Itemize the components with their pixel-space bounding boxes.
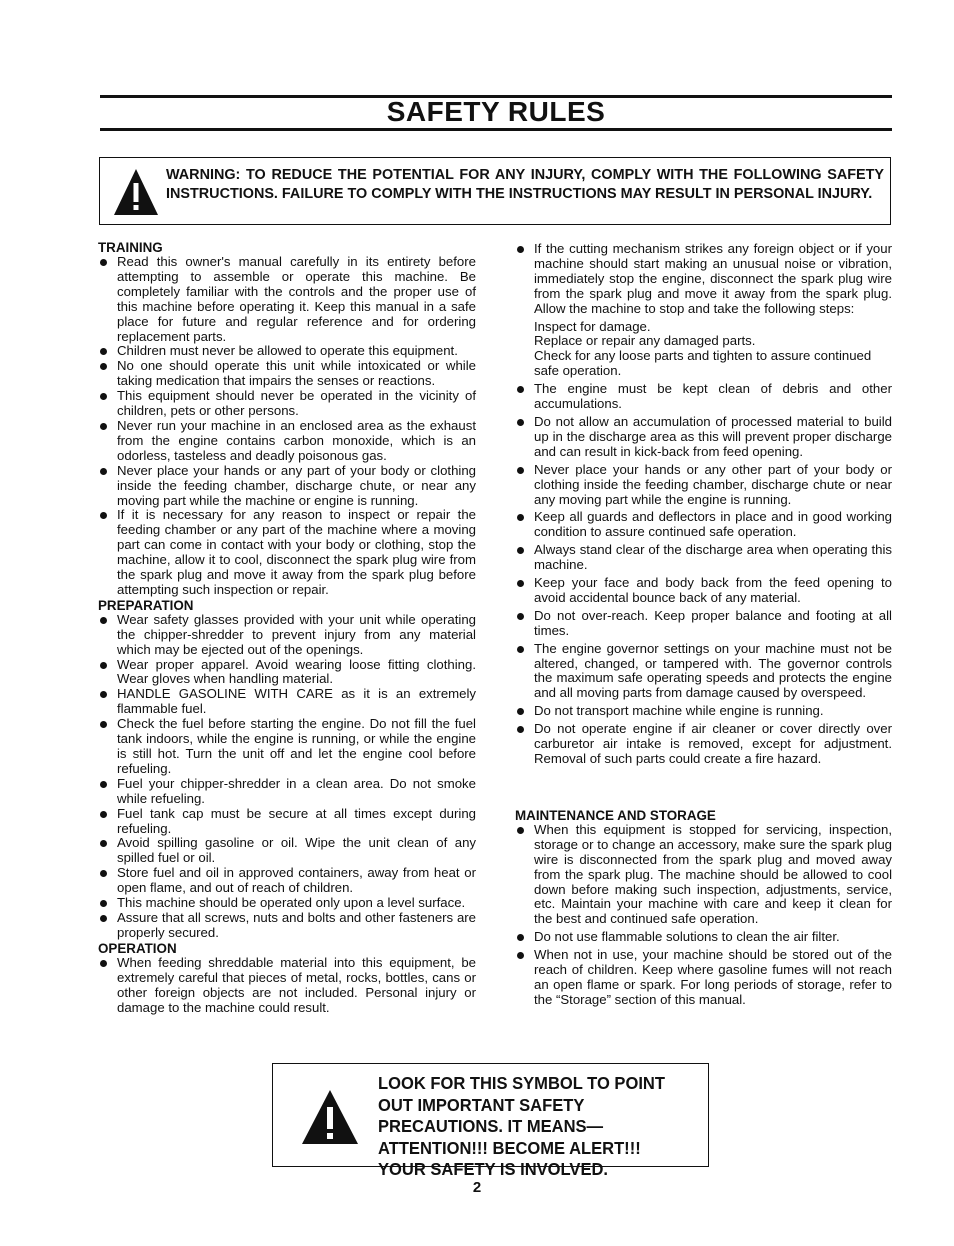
- list-item: Always stand clear of the discharge area when operating this machine.: [515, 543, 892, 573]
- list-item: Do not transport machine while engine is running.: [515, 704, 892, 719]
- list-item: The engine must be kept clean of debris and other accumulations.: [515, 382, 892, 412]
- maintenance-heading: MAINTENANCE AND STORAGE: [515, 807, 716, 823]
- warning-triangle-icon: [300, 1088, 360, 1146]
- list-item: The engine governor settings on your machine must not be altered, changed, or tampered with. The governor controls the maximum safe operating speeds and protects the engine and all moving parts from damage caused by overspeed.: [515, 642, 892, 702]
- training-heading: TRAINING: [98, 240, 163, 255]
- preparation-list: [98, 613, 476, 941]
- list-item: When this equipment is stopped for servicing, inspection, storage or to change an accessory, make sure the spark plug wire is disconnected from the spark plug and moved away from the spark plug. The machine should be allowed to cool down before making such inspection, adjustments, service, etc. Maintain your machine with care and keep it clean for the best and continued safe operation.: [515, 823, 892, 927]
- list-item: Check the fuel before starting the engine. Do not fill the fuel tank indoors, while the engine is running, or while the engine is still hot. Turn the unit off and let the engine cool before refueling.: [98, 717, 476, 777]
- inspection-step: Inspect for damage.: [534, 318, 651, 334]
- list-item: This machine should be operated only upon a level surface.: [98, 896, 476, 911]
- notice-text: LOOK FOR THIS SYMBOL TO POINT OUT IMPORTANT SAFETY PRECAUTIONS. IT MEANS—ATTENTION!!! BECOME ALERT!!! YOUR SAFETY IS INVOLVED.: [378, 1073, 665, 1180]
- list-item: Wear safety glasses provided with your unit while operating the chipper-shredder to prevent injury from any material which may be ejected out of the openings.: [98, 613, 476, 658]
- list-item: Read this owner's manual carefully in its entirety before attempting to assemble or operate this machine. Be completely familiar with the controls and the proper use of this machine before operating it. Keep this manual in a safe place for future and regular reference and for ordering replacement parts.: [98, 255, 476, 344]
- list-item: Fuel your chipper-shredder in a clean area. Do not smoke while refueling.: [98, 777, 476, 807]
- list-item: Store fuel and oil in approved containers, away from heat or open flame, and out of reach of children.: [98, 866, 476, 896]
- training-list: [98, 255, 476, 598]
- list-item: Keep all guards and deflectors in place and in good working condition to assure continued safe operation.: [515, 510, 892, 540]
- list-item: Wear proper apparel. Avoid wearing loose fitting clothing. Wear gloves when handling material.: [98, 658, 476, 688]
- left-column: [98, 240, 476, 1015]
- list-item: Never place your hands or any other part of your body or clothing inside the feeding chamber, discharge chute or near any moving part while the engine is running.: [515, 463, 892, 508]
- inspection-step: Replace or repair any damaged parts.: [534, 333, 756, 349]
- warning-triangle-icon: [112, 167, 160, 217]
- list-item: Fuel tank cap must be secure at all times except during refueling.: [98, 807, 476, 837]
- list-item: Do not over-reach. Keep proper balance and footing at all times.: [515, 609, 892, 639]
- inspection-step: Check for any loose parts and tighten to assure continued safe operation.: [534, 348, 872, 379]
- right-column: [515, 242, 892, 1008]
- list-item: Never place your hands or any part of your body or clothing inside the feeding chamber, discharge chute, or near any moving part while the machine or engine is running.: [98, 464, 476, 509]
- list-item: If it is necessary for any reason to inspect or repair the feeding chamber or any part of the machine where a moving part can come in contact with your body or clothing, stop the machine, allow it to cool, disconnect the spark plug wire from the spark plug and move it away from the spark plug before attempting such inspection or repair.: [98, 508, 476, 597]
- preparation-heading: PREPARATION: [98, 597, 194, 613]
- list-item: This equipment should never be operated in the vicinity of children, pets or other persons.: [98, 389, 476, 419]
- list-item: Keep your face and body back from the feed opening to avoid accidental bounce back of any material.: [515, 576, 892, 606]
- list-item: Do not allow an accumulation of processed material to build up in the discharge area as this will prevent proper discharge and can result in kick-back from feed opening.: [515, 415, 892, 460]
- operation-continued-list: [515, 242, 892, 317]
- operation-heading: OPERATION: [98, 940, 177, 956]
- list-item: HANDLE GASOLINE WITH CARE as it is an extremely flammable fuel.: [98, 687, 476, 717]
- safety-symbol-notice: [272, 1063, 709, 1180]
- list-item: Assure that all screws, nuts and bolts and other fasteners are properly secured.: [98, 911, 476, 941]
- warning-box: [99, 157, 891, 225]
- list-item: Do not use flammable solutions to clean the air filter.: [515, 930, 892, 945]
- page-number: 2: [472, 1179, 482, 1196]
- warning-text: WARNING: TO REDUCE THE POTENTIAL FOR ANY INJURY, COMPLY WITH THE FOLLOWING SAFETY INSTRUCTIONS. FAILURE TO COMPLY WITH THE INSTRUCTIONS MAY RESULT IN PERSONAL INJURY.: [166, 167, 884, 202]
- list-item: No one should operate this unit while intoxicated or while taking medication that impairs the senses or reactions.: [98, 359, 476, 389]
- list-item: When not in use, your machine should be stored out of the reach of children. Keep where gasoline fumes will not reach an open flame or spark. For long periods of storage, refer to the “Storage” section of this manual.: [515, 948, 892, 1008]
- list-item: Avoid spilling gasoline or oil. Wipe the unit clean of any spilled fuel or oil.: [98, 836, 476, 866]
- page-title: SAFETY RULES: [386, 96, 606, 127]
- list-item: Do not operate engine if air cleaner or cover directly over carburetor air intake is removed, except for adjustment. Removal of such parts could create a fire hazard.: [515, 722, 892, 767]
- list-item: If the cutting mechanism strikes any foreign object or if your machine should start making an unusual noise or vibration, immediately stop the engine, disconnect the spark plug wire from the spark plug and move it away from the spark plug. Allow the machine to stop and take the following steps:: [515, 242, 892, 317]
- list-item: Children must never be allowed to operate this equipment.: [98, 344, 476, 359]
- list-item: Never run your machine in an enclosed area as the exhaust from the engine contains carbon monoxide, which is an odorless, tasteless and deadly poisonous gas.: [98, 419, 476, 464]
- title-underline-rule: [100, 128, 892, 131]
- list-item: When feeding shreddable material into this equipment, be extremely careful that pieces of metal, rocks, bottles, cans or other foreign objects are not included. Personal injury or damage to the machine could result.: [98, 956, 476, 1016]
- maintenance-list: [515, 823, 892, 1008]
- operation-rules-list: [515, 382, 892, 767]
- operation-list: [98, 956, 476, 1016]
